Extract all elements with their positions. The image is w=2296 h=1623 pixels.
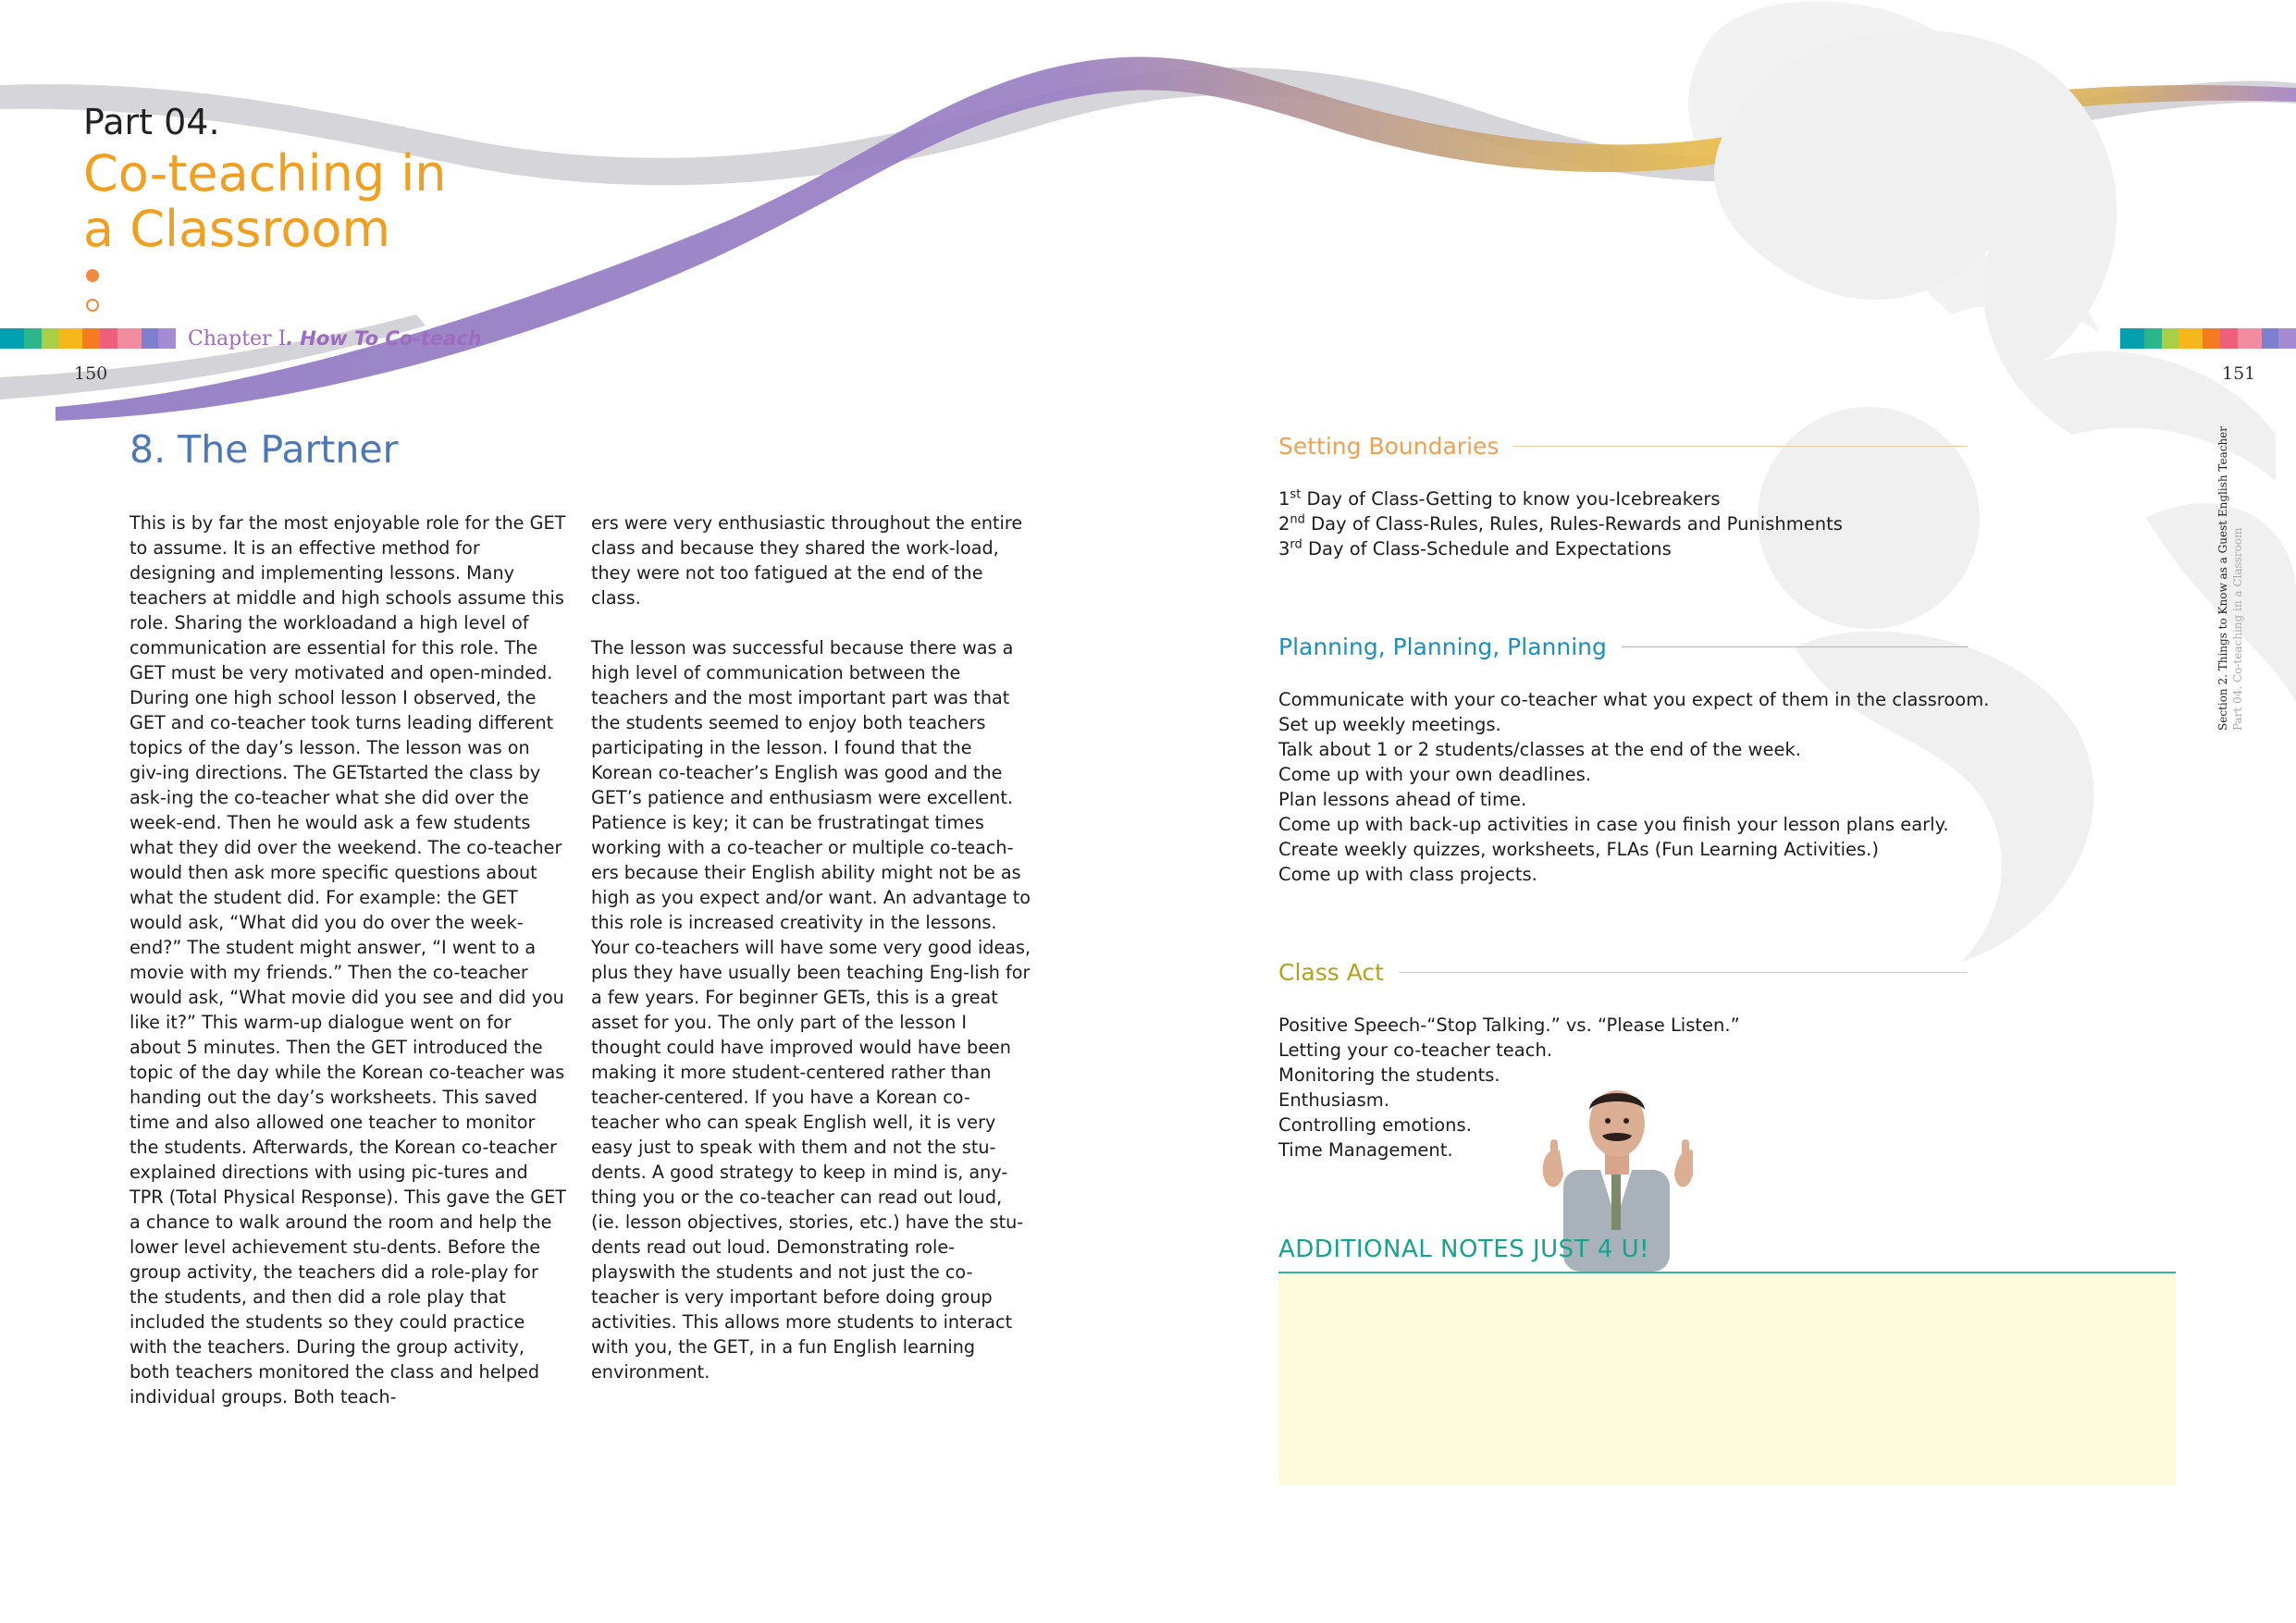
planning-item: Communicate with your co-teacher what you expect of them in the classroom. (1278, 689, 1990, 710)
classact-item: Letting your co-teacher teach. (1278, 1039, 1553, 1061)
chapter-title: How To Co-teach (300, 327, 482, 350)
planning-rule (1622, 646, 1968, 647)
day-number: 1 (1278, 488, 1290, 510)
color-bar-segment (2179, 328, 2203, 349)
classact-item: Positive Speech-“Stop Talking.” vs. “Please Listen.” (1278, 1014, 1740, 1036)
bullet-dot-outline (86, 299, 99, 312)
boundaries-item-text: Day of Class-Schedule and Expectations (1302, 538, 1672, 559)
notes-rule (1278, 1272, 2176, 1273)
boundaries-item (1278, 536, 1843, 561)
color-bar-segment (158, 328, 176, 349)
notes-title: ADDITIONAL NOTES JUST 4 U! (1278, 1236, 1650, 1263)
boundaries-heading (1278, 433, 1968, 460)
article-paragraph: The lesson was successful because there was a high level of communication between the teachers and the most important part was that the students seemed to enjoy both teachers participating in the lesson. I found that the Korean co-teacher’s English was good and the GET’s patience and enthusiasm were excellent. Patience is key; it can be frustratingat times working with a co-teacher or multiple co-teach-ers because their English ability might not be as high as you expect and/or want. An advantage to this role is increased creativity in the lessons. Your co-teachers will have some very good ideas, plus they have usually been teaching Eng-lish for a few years. For beginner GETs, this is a great asset for you. The only part of the lesson I thought could have improved would have been making it more student-centered rather than teacher-centered. If you have a Korean co-teacher who can speak English well, it is very easy just to speak with them and not the stu-dents. A good strategy to keep in mind is, any-thing you or the co-teacher can read out loud, (ie. lesson objectives, stories, etc.) have the stu-dents read out loud. Demonstrating role-playswith the students and not just the co-teacher is very important before doing group activities. This allows more students to interact with you, the GET, in a fun English learning environment. (591, 637, 1031, 1383)
article-paragraph: ers were very enthusiastic throughout the entire class and because they shared the work-load, they were not too fatigued at the end of the class. (591, 512, 1023, 609)
side-section-title: Section 2. Things to Know as a Guest English Teacher (2216, 425, 2229, 731)
color-bar-segment (2120, 328, 2144, 349)
classact-heading (1278, 959, 1968, 986)
notes-box[interactable] (1278, 1274, 2176, 1485)
classact-item: Enthusiasm. (1278, 1089, 1389, 1111)
chapter-number: Chapter I (188, 327, 287, 350)
article-title: 8. The Partner (130, 427, 399, 472)
bullet-dot-filled (86, 269, 99, 282)
part-title-line2: a Classroom (83, 200, 391, 258)
color-bar-segment (0, 328, 24, 349)
classact-item: Controlling emotions. (1278, 1114, 1472, 1136)
page-number-left: 150 (74, 363, 108, 384)
day-number: 3 (1278, 538, 1290, 559)
chapter-dot: . (286, 327, 294, 350)
planning-item: Set up weekly meetings. (1278, 714, 1501, 735)
part-title (83, 146, 638, 257)
color-bar-right (2120, 328, 2296, 349)
boundaries-item (1278, 486, 1843, 511)
planning-heading (1278, 633, 1968, 660)
part-label: Part 04. (83, 102, 220, 142)
planning-item: Create weekly quizzes, worksheets, FLAs (Fun Learning Activities.) (1278, 839, 1879, 860)
color-bar-segment (2220, 328, 2238, 349)
article-column-2 (591, 510, 1033, 1409)
classact-rule (1399, 972, 1968, 973)
day-suffix: rd (1290, 537, 1302, 552)
boundaries-item-text: Day of Class-Getting to know you-Icebreakers (1301, 488, 1721, 510)
color-bar-segment (58, 328, 82, 349)
color-bar-segment (2238, 328, 2262, 349)
article-column-1 (130, 510, 566, 1434)
color-bar-segment (24, 328, 42, 349)
boundaries-list (1278, 486, 1843, 561)
color-bar-segment (42, 328, 59, 349)
boundaries-item (1278, 511, 1843, 536)
color-bar-left (0, 328, 176, 349)
planning-item: Come up with back-up activities in case you finish your lesson plans early. (1278, 814, 1949, 835)
color-bar-segment (142, 328, 159, 349)
boundaries-item-text: Day of Class-Rules, Rules, Rules-Rewards and Punishments (1304, 513, 1843, 535)
day-number: 2 (1278, 513, 1290, 535)
side-running-head (2216, 426, 2245, 731)
color-bar-segment (100, 328, 117, 349)
page-number-right: 151 (2222, 363, 2256, 384)
planning-item: Plan lessons ahead of time. (1278, 789, 1527, 810)
color-bar-segment (2203, 328, 2220, 349)
color-bar-segment (82, 328, 100, 349)
chapter-label (188, 327, 482, 350)
part-title-line1: Co-teaching in (83, 144, 447, 203)
classact-item: Time Management. (1278, 1139, 1453, 1161)
planning-list (1278, 687, 1989, 887)
boundaries-rule (1513, 446, 1968, 447)
article-paragraph: This is by far the most enjoyable role for the GET to assume. It is an effective method for designing and implementing lessons. Many teachers at middle and high schools assume this role. Sharing the workloadand a high level of communication are essential for this role. The GET must be very motivated and open-minded. During one high school lesson I observed, the GET and co-teacher took turns leading different topics of the day’s lesson. The lesson was on giv-ing directions. The GETstarted the class by ask-ing the co-teacher what she did over the week-end. Then he would ask a few students what they did over the weekend. The co-teacher would then ask more specific questions about what the student did. For example: the GET would ask, “What did you do over the week-end?” The student might answer, “I went to a movie with my friends.” Then the co-teacher would ask, “What movie did you see and did you like it?” This warm-up dialogue went on for about 5 minutes. Then the GET introduced the topic of the day while the Korean co-teacher was handing out the day’s worksheets. This saved time and also allowed one teacher to monitor the students. Afterwards, the Korean co-teacher explained directions with using pic-tures and TPR (Total Physical Response). This gave the GET a chance to walk around the room and help the lower level achievement stu-dents. Before the group activity, the teachers did a role-play for the students, and then did a role play that included the students so they could practice with the teachers. During the group activity, both teachers monitored the class and helped individual groups. Both teach- (130, 512, 566, 1408)
side-part-title: Part 04. Co-teaching in a Classroom (2231, 527, 2244, 731)
boundaries-title: Setting Boundaries (1278, 433, 1500, 460)
color-bar-segment (2262, 328, 2279, 349)
planning-item: Come up with class projects. (1278, 864, 1537, 885)
color-bar-segment (2278, 328, 2296, 349)
classact-title: Class Act (1278, 959, 1384, 986)
planning-item: Talk about 1 or 2 students/classes at the end of the week. (1278, 739, 1801, 760)
planning-title: Planning, Planning, Planning (1278, 633, 1607, 660)
color-bar-segment (2144, 328, 2162, 349)
classact-item: Monitoring the students. (1278, 1064, 1500, 1086)
day-suffix: st (1290, 487, 1302, 502)
color-bar-segment (117, 328, 142, 349)
planning-item: Come up with your own deadlines. (1278, 764, 1591, 785)
day-suffix: nd (1290, 512, 1305, 527)
color-bar-segment (2162, 328, 2179, 349)
